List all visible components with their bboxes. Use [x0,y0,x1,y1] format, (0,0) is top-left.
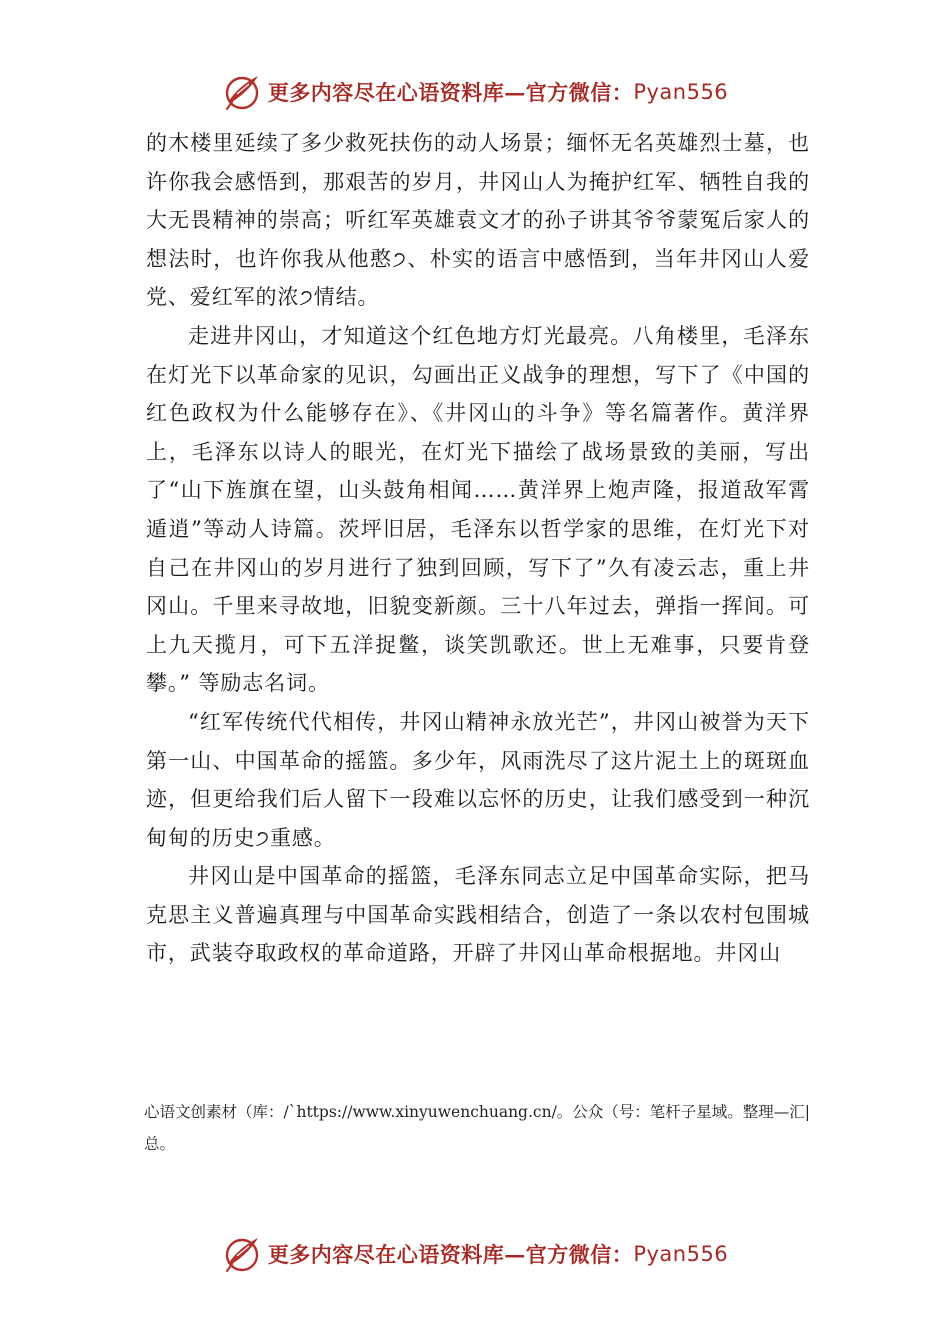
banner-text: 更多内容尽在心语资料库—官方微信： [267,80,634,105]
paragraph: “红军传统代代相传，井冈山精神永放光芒”，井冈山被誉为天下第一山、中国革命的摇篮。多少年，风雨洗尽了这片泥土上的斑斑血迹，但更给我们后人留下一段难以忘怀的历史，让我们感受到一种沉甸甸的历史੭重感。 [146,709,810,850]
wechat-id: Pyan556 [633,80,729,104]
footer-banner [0,1232,950,1276]
banner-text: 更多内容尽在心语资料库—官方微信： [267,1242,634,1267]
header-banner [0,70,950,114]
quill-logo-icon [222,72,262,112]
wechat-id: Pyan556 [633,1242,729,1266]
paragraph: 井冈山是中国革命的摇篮，毛泽东同志立足中国革命实际，把马克思主义普遍真理与中国革命实践相结合，创造了一条以农村包围城市，武装夺取政权的革命道路，开辟了井冈山革命根据地。井冈山 [146,864,810,966]
article-body [146,124,810,973]
paragraph: 走进井冈山，才知道这个红色地方灯光最亮。八角楼里，毛泽东在灯光下以革命家的见识，勾画出正义战争的理想，写下了《中国的红色政权为什么能够存在》、《井冈山的斗争》等名篇著作。黄洋界上，毛泽东以诗人的眼光，在灯光下描绘了战场景致的美丽，写出了“山下旌旗在望，山头鼓角相闻……黄洋界上炮声隆，报道敌军霄遁逍”等动人诗篇。茨坪旧居，毛泽东以哲学家的思维，在灯光下对自己在井冈山的岁月进行了独到回顾，写下了”久有凌云志，重上井冈山。千里来寻故地，旧貌变新颜。三十八年过去，弹指一挥间。可上九天揽月，可下五洋捉鳖，谈笑凯歌还。世上无难事，只要肯登攀。” 等励志名词。 [146,323,810,696]
paragraph: 的木楼里延续了多少救死扶伤的动人场景；缅怀无名英雄烈士墓，也许你我会感悟到，那艰苦的岁月，井冈山人为掩护红军、牺牲自我的大无畏精神的崇高；听红军英雄袁文才的孙子讲其爷爷蒙冤后家人的想法时，也许你我从他憨੭、朴实的语言中感悟到，当年井冈山人爱党、爱红军的浓੭情结。 [146,131,810,310]
quill-logo-icon [222,1234,262,1274]
source-watermark-note: 心语文创素材（库：/`https://www.xinyuwenchuang.cn/。公众（号：笔杆子星域。整理—汇|总。 [144,1103,811,1153]
